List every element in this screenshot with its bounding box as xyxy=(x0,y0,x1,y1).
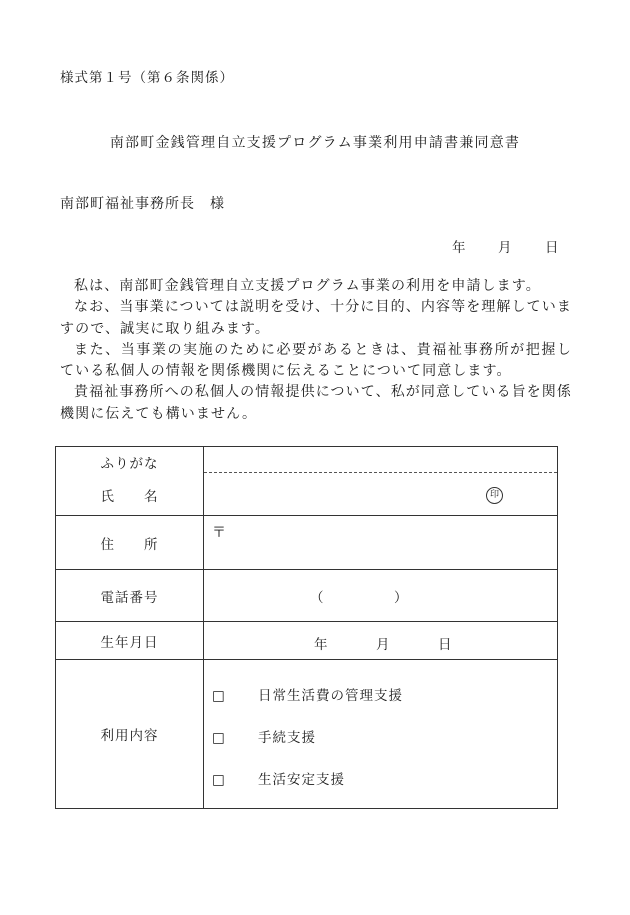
usage-option-stability[interactable] xyxy=(212,768,345,788)
address-field[interactable] xyxy=(204,516,558,570)
birth-day-mark: 日 xyxy=(438,637,452,653)
usage-option-label: 生活安定支援 xyxy=(258,772,345,788)
document-title: 南部町金銭管理自立支援プログラム事業利用申請書兼同意書 xyxy=(109,135,521,151)
seal-icon: 印 xyxy=(486,487,503,504)
checkbox-icon[interactable]: □ xyxy=(212,772,226,788)
furigana-label: ふりがな xyxy=(100,456,159,472)
address-label: 住 所 xyxy=(56,516,204,570)
birthdate-field[interactable] xyxy=(204,622,558,660)
form-number: 様式第１号（第６条関係） xyxy=(60,70,234,86)
phone-paren-open: （ xyxy=(310,590,324,606)
application-form-table xyxy=(55,446,558,809)
usage-option-procedure[interactable] xyxy=(212,726,316,746)
birth-year-mark: 年 xyxy=(314,637,328,653)
phone-paren-close: ） xyxy=(394,590,408,606)
usage-label: 利用内容 xyxy=(56,660,204,809)
checkbox-icon[interactable]: □ xyxy=(212,688,226,704)
date-year: 年 xyxy=(452,240,466,256)
usage-options xyxy=(204,660,558,809)
usage-option-daily-expense[interactable] xyxy=(212,684,403,704)
addressee: 南部町福祉事務所長 様 xyxy=(60,196,225,212)
furigana-divider xyxy=(204,472,557,473)
birth-month-mark: 月 xyxy=(376,637,390,653)
statement-paragraph-2: なお、当事業については説明を受け、十分に目的、内容等を理解していますので、誠実に取り組みます。 xyxy=(60,299,572,337)
statement-paragraph-1: 私は、南部町金銭管理自立支援プログラム事業の利用を申請します。 xyxy=(74,278,541,294)
name-label-cell xyxy=(56,447,204,516)
postal-mark: 〒 xyxy=(212,525,226,541)
phone-field[interactable] xyxy=(204,570,558,622)
usage-option-label: 手続支援 xyxy=(258,730,316,746)
usage-option-label: 日常生活費の管理支援 xyxy=(258,688,403,704)
name-label: 氏 名 xyxy=(100,489,159,505)
statement-paragraph-4: 貴福祉事務所への私個人の情報提供について、私が同意している旨を関係機関に伝えても構いません。 xyxy=(60,384,572,422)
phone-label: 電話番号 xyxy=(56,570,204,622)
date-day: 日 xyxy=(545,240,559,256)
checkbox-icon[interactable]: □ xyxy=(212,730,226,746)
statement-paragraph-3: また、当事業の実施のために必要があるときは、貴福祉事務所が把握している私個人の情報を関係機関に伝えることについて同意します。 xyxy=(60,341,572,380)
name-field[interactable] xyxy=(204,447,558,516)
birthdate-label: 生年月日 xyxy=(56,622,204,660)
application-statement xyxy=(60,276,572,425)
date-month: 月 xyxy=(498,240,512,256)
